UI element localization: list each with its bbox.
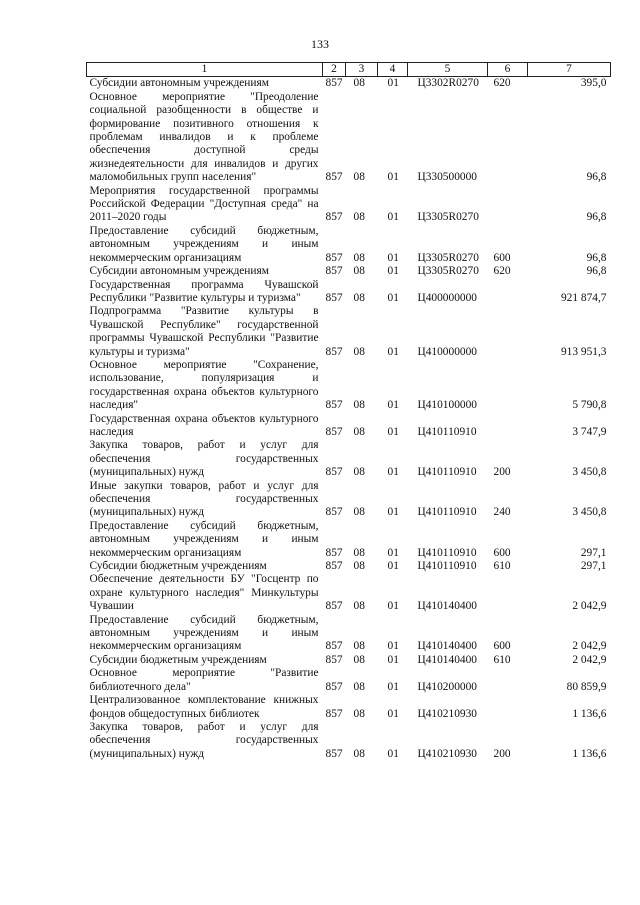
amount-cell: 3 450,8 <box>572 506 607 519</box>
section-code-cell: 08 <box>353 680 365 693</box>
section-code-cell: 08 <box>353 600 365 613</box>
ministry-code-cell: 857 <box>325 546 343 559</box>
expense-name-cell: Обеспечение деятельности БУ "Госцентр по охране культурного наследия" Минкультуры Чувашии <box>89 573 319 613</box>
expense-name-cell: Закупка товаров, работ и услуг для обеспечения государственных (муниципальных) нужд <box>89 720 319 760</box>
subsection-code-cell: 01 <box>387 600 399 613</box>
table-row <box>87 185 611 225</box>
subsection-code-cell: 01 <box>387 707 399 720</box>
target-article-code-cell: Ц400000000 <box>417 291 477 304</box>
expense-type-code-cell <box>488 185 528 225</box>
subsection-code-cell: 01 <box>387 546 399 559</box>
ministry-code-cell: 857 <box>325 291 343 304</box>
table-row <box>87 614 611 654</box>
ministry-code-cell: 857 <box>325 600 343 613</box>
table-row <box>87 305 611 359</box>
table-row <box>87 439 611 479</box>
subsection-code-cell: 01 <box>387 345 399 358</box>
table-row <box>87 560 611 573</box>
target-article-code-cell: Ц330500000 <box>417 171 477 184</box>
subsection-code-cell: 01 <box>387 399 399 412</box>
subsection-code-cell: 01 <box>387 506 399 519</box>
ministry-code-cell: 857 <box>325 171 343 184</box>
expense-type-code-cell: 620 <box>493 265 511 278</box>
ministry-code-cell: 857 <box>325 640 343 653</box>
expense-name-cell: Закупка товаров, работ и услуг для обеспечения государственных (муниципальных) нужд <box>89 439 319 479</box>
amount-cell: 921 874,7 <box>560 291 607 304</box>
amount-cell: 297,1 <box>580 546 607 559</box>
ministry-code-cell: 857 <box>325 707 343 720</box>
amount-cell: 1 136,6 <box>572 707 607 720</box>
ministry-code-cell: 857 <box>325 747 343 760</box>
table-row <box>87 667 611 694</box>
subsection-code-cell: 01 <box>387 251 399 264</box>
table-row <box>87 721 611 761</box>
target-article-code-cell: Ц410210930 <box>417 707 477 720</box>
ministry-code-cell: 857 <box>325 653 343 666</box>
expense-type-code-cell: 200 <box>493 747 511 760</box>
table-row <box>87 91 611 185</box>
target-article-code-cell: Ц410110910 <box>417 560 477 573</box>
table-row <box>87 694 611 721</box>
target-article-code-cell: Ц3302R0270 <box>417 77 479 90</box>
ministry-code-cell: 857 <box>325 77 343 90</box>
amount-cell: 2 042,9 <box>572 653 607 666</box>
expense-type-code-cell <box>488 667 528 694</box>
amount-cell: 3 450,8 <box>572 466 607 479</box>
amount-cell: 80 859,9 <box>566 680 607 693</box>
expense-type-code-cell <box>488 91 528 185</box>
table-row <box>87 265 611 278</box>
subsection-code-cell: 01 <box>387 747 399 760</box>
subsection-code-cell: 01 <box>387 653 399 666</box>
expense-type-code-cell: 610 <box>493 560 511 573</box>
ministry-code-cell: 857 <box>325 560 343 573</box>
header-cell-5: 5 <box>408 63 488 77</box>
ministry-code-cell: 857 <box>325 399 343 412</box>
ministry-code-cell: 857 <box>325 680 343 693</box>
expense-name-cell: Субсидии бюджетным учреждениям <box>89 560 267 573</box>
subsection-code-cell: 01 <box>387 640 399 653</box>
subsection-code-cell: 01 <box>387 680 399 693</box>
expense-name-cell: Государственная охрана объектов культурного наследия <box>89 412 319 438</box>
ministry-code-cell: 857 <box>325 506 343 519</box>
section-code-cell: 08 <box>353 707 365 720</box>
section-code-cell: 08 <box>353 265 365 278</box>
expense-type-code-cell: 240 <box>493 506 511 519</box>
target-article-code-cell: Ц3305R0270 <box>417 265 479 278</box>
target-article-code-cell: Ц410200000 <box>417 680 477 693</box>
expense-name-cell: Предоставление субсидий бюджетным, автономным учреждениям и иным некоммерческим организациям <box>89 224 319 264</box>
table-row <box>87 573 611 613</box>
target-article-code-cell: Ц410140400 <box>417 600 477 613</box>
amount-cell: 5 790,8 <box>572 399 607 412</box>
ministry-code-cell: 857 <box>325 345 343 358</box>
header-cell-1: 1 <box>87 63 323 77</box>
expense-type-code-cell <box>488 279 528 306</box>
target-article-code-cell: Ц410140400 <box>417 653 477 666</box>
subsection-code-cell: 01 <box>387 291 399 304</box>
ministry-code-cell: 857 <box>325 425 343 438</box>
table-row <box>87 225 611 265</box>
table-body <box>87 77 611 761</box>
target-article-code-cell: Ц3305R0270 <box>417 211 479 224</box>
expense-type-code-cell <box>488 694 528 721</box>
target-article-code-cell: Ц410110910 <box>417 506 477 519</box>
section-code-cell: 08 <box>353 291 365 304</box>
subsection-code-cell: 01 <box>387 77 399 90</box>
expense-type-code-cell <box>488 305 528 359</box>
header-cell-2: 2 <box>323 63 346 77</box>
header-cell-6: 6 <box>488 63 528 77</box>
target-article-code-cell: Ц410100000 <box>417 399 477 412</box>
section-code-cell: 08 <box>353 466 365 479</box>
section-code-cell: 08 <box>353 399 365 412</box>
section-code-cell: 08 <box>353 640 365 653</box>
section-code-cell: 08 <box>353 506 365 519</box>
target-article-code-cell: Ц410210930 <box>417 747 477 760</box>
expense-type-code-cell: 610 <box>493 653 511 666</box>
table-row <box>87 520 611 560</box>
expense-name-cell: Предоставление субсидий бюджетным, автономным учреждениям и иным некоммерческим организациям <box>89 519 319 559</box>
expense-type-code-cell: 600 <box>493 546 511 559</box>
page-number: 133 <box>311 37 329 51</box>
expense-name-cell: Централизованное комплектование книжных фондов общедоступных библиотек <box>89 694 319 720</box>
expense-name-cell: Основное мероприятие "Развитие библиотечного дела" <box>89 667 319 693</box>
ministry-code-cell: 857 <box>325 211 343 224</box>
section-code-cell: 08 <box>353 211 365 224</box>
header-row <box>87 63 611 77</box>
expense-type-code-cell: 600 <box>493 640 511 653</box>
section-code-cell: 08 <box>353 425 365 438</box>
ministry-code-cell: 857 <box>325 251 343 264</box>
amount-cell: 913 951,3 <box>560 345 607 358</box>
target-article-code-cell: Ц410140400 <box>417 640 477 653</box>
target-article-code-cell: Ц410110910 <box>417 425 477 438</box>
target-article-code-cell: Ц410110910 <box>417 546 477 559</box>
header-cell-3: 3 <box>346 63 378 77</box>
ministry-code-cell: 857 <box>325 466 343 479</box>
table-row <box>87 279 611 306</box>
table-row <box>87 654 611 667</box>
expense-name-cell: Субсидии автономным учреждениям <box>89 265 269 278</box>
amount-cell: 1 136,6 <box>572 747 607 760</box>
expense-name-cell: Иные закупки товаров, работ и услуг для обеспечения государственных (муниципальных) нужд <box>89 479 319 519</box>
section-code-cell: 08 <box>353 560 365 573</box>
section-code-cell: 08 <box>353 345 365 358</box>
table-row <box>87 359 611 413</box>
target-article-code-cell: Ц3305R0270 <box>417 251 479 264</box>
expense-type-code-cell: 620 <box>493 77 511 90</box>
amount-cell: 96,8 <box>586 211 607 224</box>
section-code-cell: 08 <box>353 251 365 264</box>
header-cell-7: 7 <box>528 63 611 77</box>
section-code-cell: 08 <box>353 653 365 666</box>
amount-cell: 297,1 <box>580 560 607 573</box>
expense-name-cell: Мероприятия государственной программы Российской Федерации "Доступная среда" на 2011–2020 годы <box>89 184 319 224</box>
header-cell-4: 4 <box>378 63 408 77</box>
expense-name-cell: Государственная программа Чувашской Республики "Развитие культуры и туризма" <box>89 278 319 304</box>
subsection-code-cell: 01 <box>387 265 399 278</box>
budget-table <box>86 62 611 761</box>
expense-name-cell: Субсидии бюджетным учреждениям <box>89 653 267 666</box>
table-row <box>87 480 611 520</box>
ministry-code-cell: 857 <box>325 265 343 278</box>
subsection-code-cell: 01 <box>387 211 399 224</box>
expense-type-code-cell: 200 <box>493 466 511 479</box>
amount-cell: 2 042,9 <box>572 600 607 613</box>
target-article-code-cell: Ц410000000 <box>417 345 477 358</box>
expense-name-cell: Основное мероприятие "Сохранение, использование, популяризация и государственная охрана объектов культурного наследия" <box>89 358 319 412</box>
amount-cell: 2 042,9 <box>572 640 607 653</box>
subsection-code-cell: 01 <box>387 171 399 184</box>
expense-type-code-cell <box>488 573 528 613</box>
subsection-code-cell: 01 <box>387 425 399 438</box>
target-article-code-cell: Ц410110910 <box>417 466 477 479</box>
amount-cell: 96,8 <box>586 265 607 278</box>
expense-name-cell: Субсидии автономным учреждениям <box>89 77 269 90</box>
section-code-cell: 08 <box>353 171 365 184</box>
amount-cell: 96,8 <box>586 171 607 184</box>
expense-type-code-cell <box>488 359 528 413</box>
section-code-cell: 08 <box>353 77 365 90</box>
subsection-code-cell: 01 <box>387 560 399 573</box>
amount-cell: 395,0 <box>580 77 607 90</box>
subsection-code-cell: 01 <box>387 466 399 479</box>
expense-name-cell: Основное мероприятие "Преодоление социальной разобщенности в обществе и формирование позитивного отношения к проблемам инвалидов и к проблеме обеспечения доступной среды жизнедеятельности для инвалидов и других маломобильных групп населения" <box>89 90 319 184</box>
table-row <box>87 413 611 440</box>
amount-cell: 3 747,9 <box>572 425 607 438</box>
expense-name-cell: Предоставление субсидий бюджетным, автономным учреждениям и иным некоммерческим организациям <box>89 613 319 653</box>
table-row <box>87 77 611 91</box>
section-code-cell: 08 <box>353 747 365 760</box>
expense-name-cell: Подпрограмма "Развитие культуры в Чувашской Республике" государственной программы Чувашской Республики "Развитие культуры и туризма" <box>89 305 319 358</box>
amount-cell: 96,8 <box>586 251 607 264</box>
expense-type-code-cell: 600 <box>493 251 511 264</box>
expense-type-code-cell <box>488 413 528 440</box>
section-code-cell: 08 <box>353 546 365 559</box>
